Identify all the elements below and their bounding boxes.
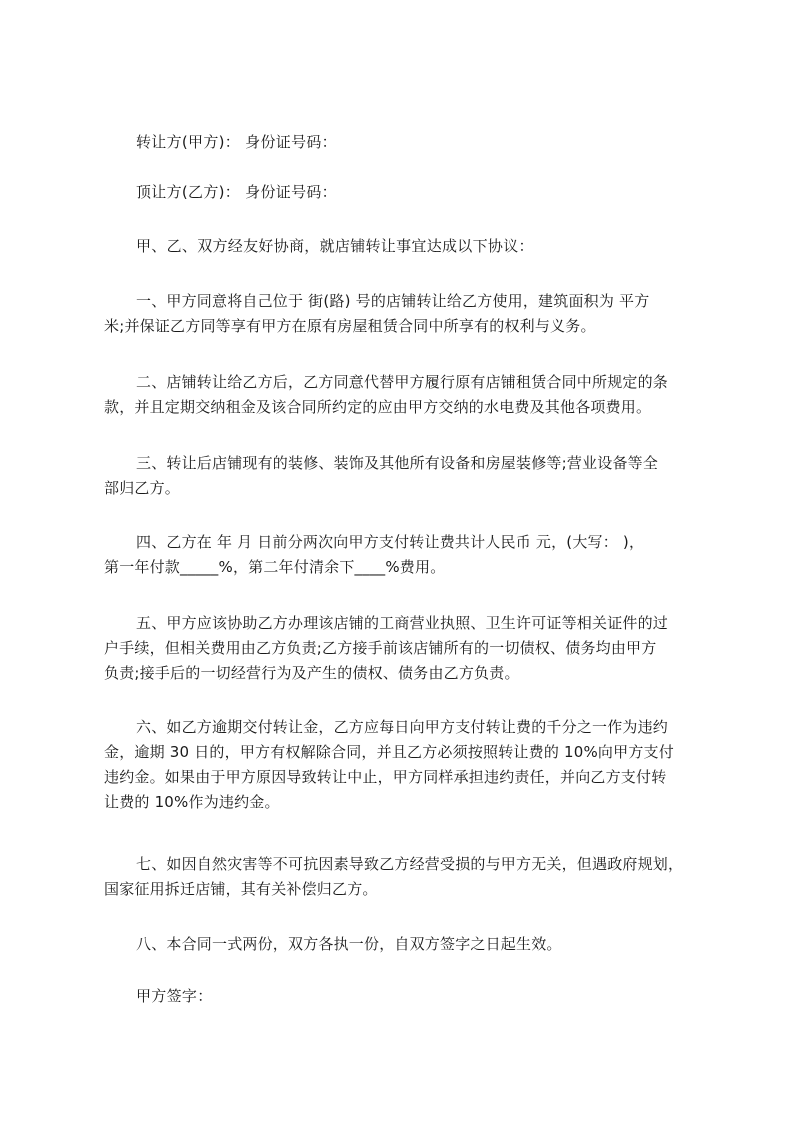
clause-4-line-1: 四、乙方在 年 月 日前分两次向甲方支付转让费共计人民币 元，(大写： )， — [136, 533, 645, 551]
clause-2-line-1: 二、店铺转让给乙方后，乙方同意代替甲方履行原有店铺租赁合同中所规定的条 — [136, 373, 669, 391]
signature-party-a: 甲方签字： — [136, 987, 213, 1005]
clause-1 — [104, 289, 704, 339]
clause-6 — [104, 715, 704, 815]
clause-2 — [104, 370, 704, 420]
clause-3-line-2: 部归乙方。 — [104, 479, 181, 497]
clause-4 — [104, 530, 704, 580]
clause-4-line-2: 第一年付款_____%，第二年付清余下____%费用。 — [104, 558, 446, 576]
clause-7-line-2: 国家征用拆迁店铺，其有关补偿归乙方。 — [104, 880, 378, 898]
clause-3-line-1: 三、转让后店铺现有的装修、装饰及其他所有设备和房屋装修等;营业设备等全 — [136, 454, 659, 472]
clause-5 — [104, 611, 704, 686]
clause-5-line-3: 负责;接手后的一切经营行为及产生的债权、债务由乙方负责。 — [104, 664, 520, 682]
clause-3 — [104, 451, 704, 501]
clause-7 — [104, 852, 704, 902]
transferor-line: 转让方(甲方)： 身份证号码： — [136, 133, 337, 151]
clause-2-line-2: 款，并且定期交纳租金及该合同所约定的应由甲方交纳的水电费及其他各项费用。 — [104, 398, 652, 416]
clause-8-line-1: 八、本合同一式两份，双方各执一份，自双方签字之日起生效。 — [136, 935, 562, 953]
clause-6-line-3: 违约金。如果由于甲方原因导致转让中止，甲方同样承担违约责任，并向乙方支付转 — [104, 768, 667, 786]
clause-6-line-4: 让费的 10%作为违约金。 — [104, 793, 280, 811]
clause-1-line-1: 一、甲方同意将自己位于 街(路) 号的店铺转让给乙方使用，建筑面积为 平方 — [136, 292, 650, 310]
clause-7-line-1: 七、如因自然灾害等不可抗因素导致乙方经营受损的与甲方无关，但遇政府规划， — [136, 855, 684, 873]
clause-1-line-2: 米;并保证乙方同等享有甲方在原有房屋租赁合同中所享有的权利与义务。 — [104, 317, 596, 335]
clause-8 — [104, 932, 704, 957]
clause-6-line-1: 六、如乙方逾期交付转让金，乙方应每日向甲方支付转让费的千分之一作为违约 — [136, 718, 669, 736]
clause-6-line-2: 金，逾期 30 日的，甲方有权解除合同，并且乙方必须按照转让费的 10%向甲方支付 — [104, 743, 674, 761]
clause-5-line-1: 五、甲方应该协助乙方办理该店铺的工商营业执照、卫生许可证等相关证件的过 — [136, 614, 669, 632]
clause-5-line-2: 户手续，但相关费用由乙方负责;乙方接手前该店铺所有的一切债权、债务均由甲方 — [104, 639, 657, 657]
preamble-line: 甲、乙、双方经友好协商，就店铺转让事宜达成以下协议： — [136, 237, 534, 255]
transferee-line: 顶让方(乙方)： 身份证号码： — [136, 183, 337, 201]
